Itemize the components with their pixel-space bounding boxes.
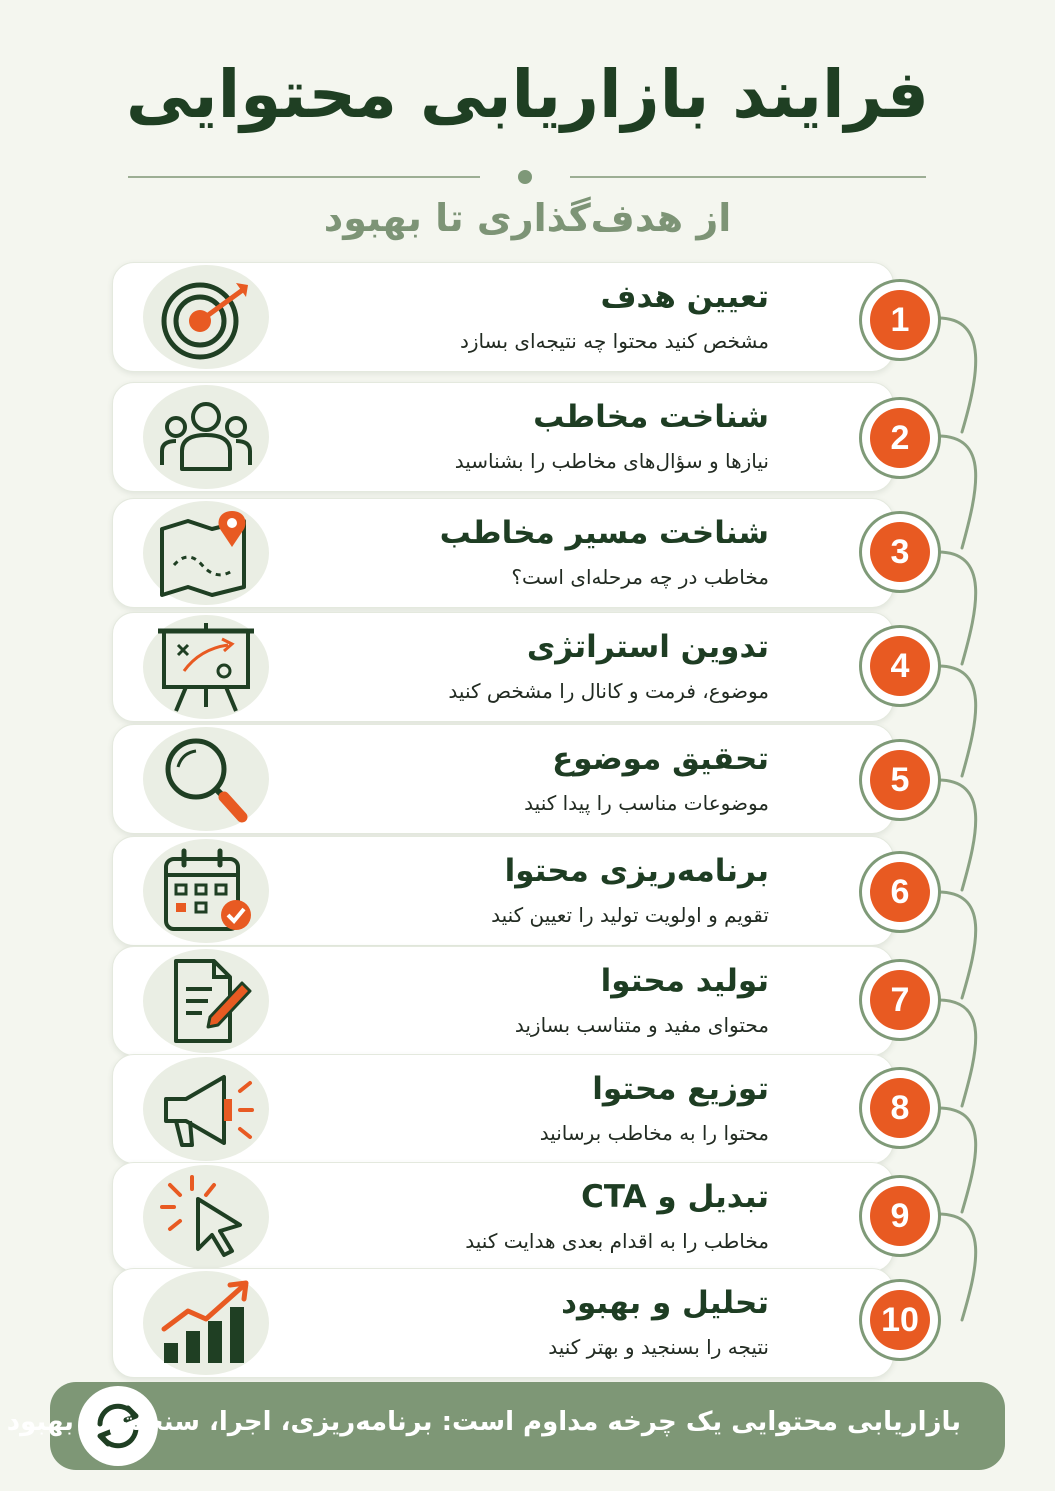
step-number-badge-9 xyxy=(862,1178,938,1254)
audience-icon xyxy=(143,385,269,489)
step-number-badge-1 xyxy=(862,282,938,358)
footer-banner xyxy=(6,1382,1005,1470)
step-description: مشخص کنید محتوا چه نتیجه‌ای بسازد xyxy=(459,329,769,353)
step-title: تدوین استراتژی xyxy=(526,629,769,665)
step-title: تحقیق موضوع xyxy=(552,741,769,777)
strategy-board-icon xyxy=(143,615,269,719)
step-number-badge-10 xyxy=(862,1282,938,1358)
step-number: 10 xyxy=(870,1290,930,1350)
step-description: تقویم و اولویت تولید را تعیین کنید xyxy=(491,903,769,927)
step-card-9 xyxy=(112,1162,894,1272)
step-title: تعیین هدف xyxy=(600,279,769,315)
step-card-3 xyxy=(112,498,894,608)
step-description: مخاطب را به اقدام بعدی هدایت کنید xyxy=(465,1229,769,1253)
document-pen-icon xyxy=(143,949,269,1053)
step-number: 1 xyxy=(870,290,930,350)
step-card-6 xyxy=(112,836,894,946)
target-icon xyxy=(143,265,269,369)
step-title: شناخت مسیر مخاطب xyxy=(439,515,769,551)
step-description: نتیجه را بسنجید و بهتر کنید xyxy=(548,1335,769,1359)
step-number-badge-6 xyxy=(862,854,938,930)
map-pin-icon xyxy=(143,501,269,605)
step-description: مخاطب در چه مرحله‌ای است؟ xyxy=(511,565,769,589)
step-number-badge-4 xyxy=(862,628,938,704)
footer-text: بازاریابی محتوایی یک چرخه مداوم است: برنامه‌ریزی، اجرا، سنجش و بهبود xyxy=(6,1407,961,1437)
step-number-badge-5 xyxy=(862,742,938,818)
step-number-badge-8 xyxy=(862,1070,938,1146)
step-description: موضوع، فرمت و کانال را مشخص کنید xyxy=(448,679,769,703)
step-description: موضوعات مناسب را پیدا کنید xyxy=(524,791,769,815)
cursor-click-icon xyxy=(143,1165,269,1269)
step-title: تولید محتوا xyxy=(600,963,769,999)
step-description: نیازها و سؤال‌های مخاطب را بشناسید xyxy=(454,449,769,473)
step-title: شناخت مخاطب xyxy=(533,399,769,435)
step-description: محتوا را به مخاطب برسانید xyxy=(539,1121,769,1145)
step-number: 5 xyxy=(870,750,930,810)
magnifier-icon xyxy=(143,727,269,831)
step-card-4 xyxy=(112,612,894,722)
step-title: برنامه‌ریزی محتوا xyxy=(504,853,769,889)
step-number: 3 xyxy=(870,522,930,582)
step-number: 7 xyxy=(870,970,930,1030)
step-number-badge-2 xyxy=(862,400,938,476)
step-number: 8 xyxy=(870,1078,930,1138)
page-title: فرایند بازاریابی محتوایی xyxy=(126,56,929,133)
step-card-8 xyxy=(112,1054,894,1164)
step-description: محتوای مفید و متناسب بسازید xyxy=(514,1013,769,1037)
page-subtitle: از هدف‌گذاری تا بهبود xyxy=(323,196,732,240)
step-number: 2 xyxy=(870,408,930,468)
step-number-badge-3 xyxy=(862,514,938,590)
growth-chart-icon xyxy=(143,1271,269,1375)
step-number-badge-7 xyxy=(862,962,938,1038)
step-number: 4 xyxy=(870,636,930,696)
step-card-1 xyxy=(112,262,894,372)
step-title: تحلیل و بهبود xyxy=(561,1285,769,1321)
step-card-2 xyxy=(112,382,894,492)
step-title: تبدیل و CTA xyxy=(581,1179,769,1215)
calendar-check-icon xyxy=(143,839,269,943)
step-number: 6 xyxy=(870,862,930,922)
step-card-10 xyxy=(112,1268,894,1378)
step-card-5 xyxy=(112,724,894,834)
step-card-7 xyxy=(112,946,894,1056)
step-title: توزیع محتوا xyxy=(592,1071,769,1107)
megaphone-icon xyxy=(143,1057,269,1161)
step-number: 9 xyxy=(870,1186,930,1246)
